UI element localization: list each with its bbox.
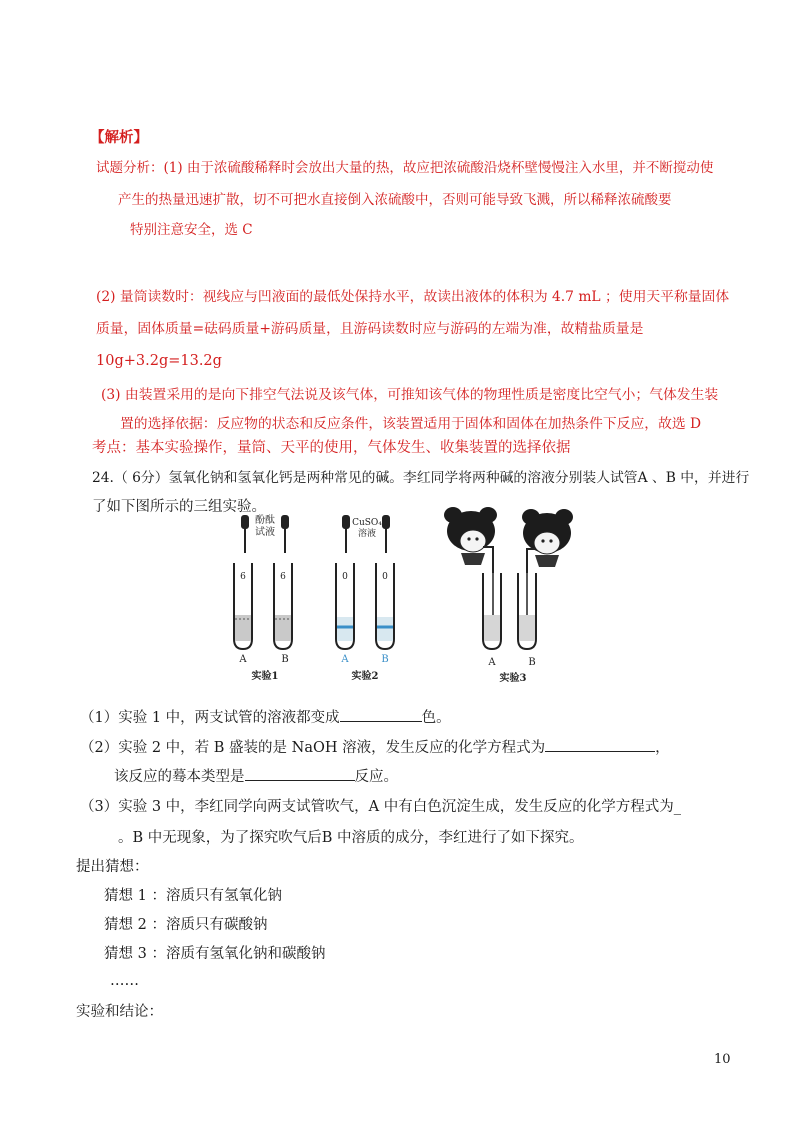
experiment-conclusion-title: 实验和结论： [76,1004,163,1020]
exp1-tube-b-label: B [281,654,289,665]
exp3-tube-a-label: A [488,657,496,668]
blow-tube-left [483,547,493,573]
hypothesis-3: 猜想 3 ：溶质有氢氧化钠和碳酸钠 [104,946,326,962]
hypothesis-title: 提出猜想： [76,859,149,875]
exp1-reagent-label-2: 试液 [255,527,275,538]
question-2-prefix: （2）实验 2 中，若 B 盛装的是 NaOH 溶液，发生反应的化学方程式为 [80,740,546,756]
question-1 [80,706,451,728]
question-1-answer-blank[interactable] [340,706,422,722]
blow-tube-right [527,549,535,573]
exp3-caption: 实验3 [499,673,527,684]
exp2-tube-a-label: A [341,654,349,665]
question-1-prefix: （1）实验 1 中，两支试管的溶液都变成 [80,710,340,726]
question-2b-prefix: 该反应的蓦本类型是 [114,769,245,785]
svg-text:0: 0 [382,572,388,582]
analysis-kaodian: 考点：基本实验操作，量筒、天平的使用，气体发生、收集装置的选择依据 [92,440,571,456]
analysis-part2-line-1: (2) 量筒读数时：视线应与凹液面的最低处保持水平，故读出液体的体积为 4.7 mL ；使用天平称量固体 [96,289,730,305]
hypothesis-ellipsis: …… [110,973,139,989]
dropper-1-left [242,516,248,553]
test-tube-3a [483,573,501,649]
dropper-1-right [282,516,288,553]
question-3-line-2: 。B 中无现象，为了探究吹气后B 中溶质的成分，李红进行了如下探究。 [118,830,584,846]
svg-text:0: 0 [342,572,348,582]
test-tube-3b [518,573,536,649]
test-tube-2b [376,563,394,649]
analysis-part3-line-1: (3) 由装置采用的是向下排空气法说及该气体，可推知该气体的物理性质是密度比空气小；气体发生装 [101,387,719,403]
question-3-line-1: （3）实验 3 中，李红同学向两支试管吹气，A 中有白色沉淀生成，发生反应的化学方程式为_ [80,799,681,815]
child-right-figure [522,509,573,567]
svg-text:6: 6 [280,572,286,582]
page-number: 10 [714,1052,731,1067]
exp2-reagent-label-2: 溶液 [357,529,377,539]
exp2-tube-b-label: B [381,654,389,665]
test-tube-2a [336,563,354,649]
dropper-2-right [383,516,389,553]
analysis-header: 【解析】 [90,129,148,146]
question-2b-suffix: 反应。 [354,769,398,785]
dropper-2-left [343,516,349,553]
exp3-tube-b-label: B [528,657,536,668]
exp2-caption: 实验2 [351,671,379,682]
question-2-suffix: ， [655,740,670,756]
exp1-reagent-label-1: 酚酞 [255,515,275,526]
test-tube-1b [274,563,292,649]
question-2 [80,736,670,758]
child-left-figure [444,507,497,565]
analysis-part2-line-3: 10g+3.2g=13.2g [96,353,222,369]
analysis-part2-line-2: 质量，固体质量=砝码质量+游码质量，且游码读数时应与游码的左端为准，故精盐质量是 [96,321,644,337]
experiment-1 [234,513,292,682]
analysis-line-3: 特别注意安全，选 C [130,222,253,238]
hypothesis-1: 猜想 1 ：溶质只有氢氧化钠 [104,888,282,904]
question-2b [114,765,398,787]
question-intro-line-2: 了如下图所示的三组实验。 [92,499,266,515]
experiment-2 [336,516,394,682]
hypothesis-2: 猜想 2 ：溶质只有碳酸钠 [104,917,268,933]
question-2b-answer-blank[interactable] [245,765,355,781]
analysis-line-1: 试题分析：(1) 由于浓硫酸稀释时会放出大量的热，故应把浓硫酸沿烧杯壁慢慢注入水里，并不断搅动使 [96,160,714,176]
question-intro-line-1: 24.（ 6分）氢氧化钠和氢氧化钙是两种常见的碱。李红同学将两种碱的溶液分别装人试管A 、B 中，并进行 [92,470,750,486]
exp2-reagent-label-1: CuSO₄ [352,518,382,528]
analysis-line-2: 产生的热量迅速扩散，切不可把水直接倒入浓硫酸中，否则可能导致飞溅，所以稀释浓硫酸要 [118,192,672,208]
exp1-caption: 实验1 [251,671,279,682]
exp1-tube-a-label: A [239,654,247,665]
experiment-3 [444,507,573,684]
test-tube-1a [234,563,252,649]
question-1-suffix: 色。 [421,710,451,726]
question-2-answer-blank[interactable] [545,736,655,752]
experiment-figure [225,503,585,693]
svg-text:6: 6 [240,572,246,582]
analysis-part3-line-2: 置的选择依据：反应物的状态和反应条件，该装置适用于固体和固体在加热条件下反应，故选 D [120,416,702,432]
